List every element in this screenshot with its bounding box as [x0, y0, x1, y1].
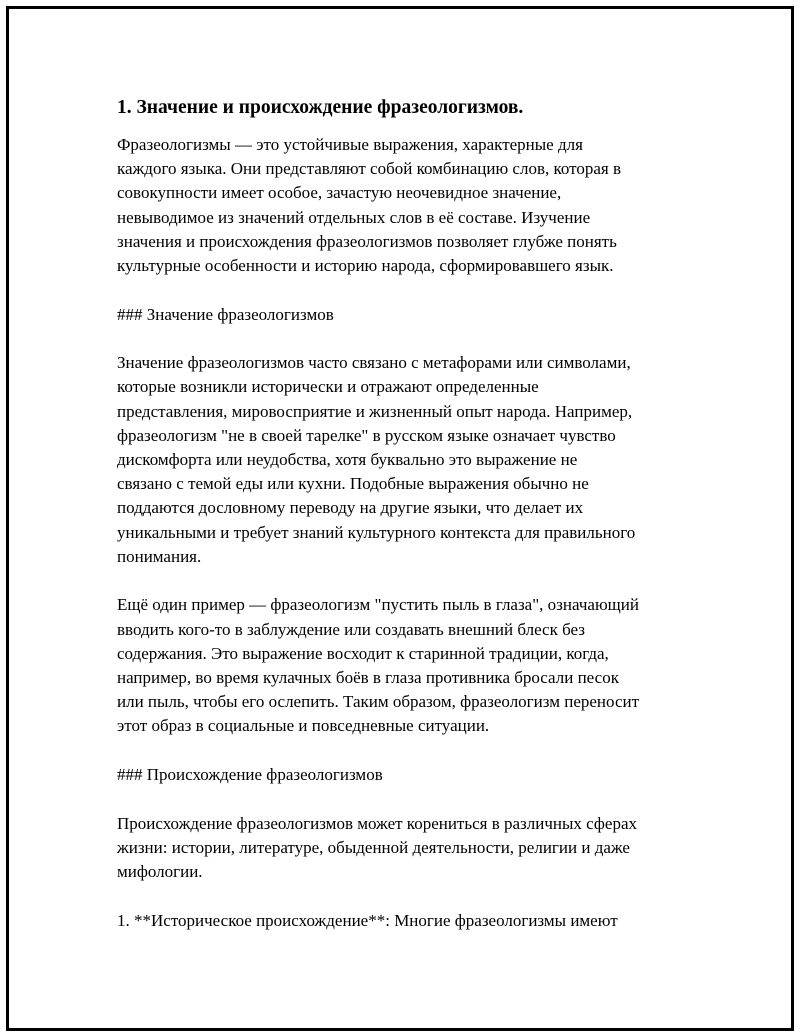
text-line: связано с темой еды или кухни. Подобные выражения обычно не [117, 474, 589, 494]
text-line: значения и происхождения фразеологизмов позволяет глубже понять [117, 231, 617, 251]
text-line: ### Значение фразеологизмов [117, 304, 334, 324]
text-line: совокупности имеет особое, зачастую неочевидное значение, [117, 183, 562, 203]
text-line: Происхождение фразеологизмов может корениться в различных сферах [117, 813, 638, 833]
paragraph-meaning [117, 351, 697, 569]
text-line: вводить кого-то в заблуждение или создавать внешний блеск без [117, 619, 585, 639]
text-line: понимания. [117, 546, 202, 566]
text-line: например, во время кулачных боёв в глаза противника бросали песок [117, 668, 619, 688]
text-line: 1. **Историческое происхождение**: Многие фразеологизмы имеют [117, 910, 618, 930]
text-line: содержания. Это выражение восходит к старинной традиции, когда, [117, 643, 609, 663]
subheading-origin [117, 763, 697, 787]
text-line: невыводимое из значений отдельных слов в её составе. Изучение [117, 207, 591, 227]
text-line: культурные особенности и историю народа, сформировавшего язык. [117, 256, 614, 276]
text-line: мифологии. [117, 862, 203, 882]
text-line: дискомфорта или неудобства, хотя буквально это выражение не [117, 450, 578, 470]
document-title: 1. Значение и происхождение фразеологизмов. [117, 97, 524, 118]
paragraph-origin [117, 812, 697, 885]
text-line: поддаются дословному переводу на другие языки, что делает их [117, 498, 584, 518]
subheading-meaning [117, 303, 697, 327]
text-line: Значение фразеологизмов часто связано с метафорами или символами, [117, 353, 631, 373]
text-line: этот образ в социальные и повседневные ситуации. [117, 716, 490, 736]
paragraph-example [117, 593, 697, 738]
text-line: или пыль, чтобы его ослепить. Таким образом, фразеологизм переносит [117, 692, 640, 712]
text-line: ### Происхождение фразеологизмов [117, 765, 383, 785]
text-line: представления, мировосприятие и жизненный опыт народа. Например, [117, 401, 633, 421]
text-line: жизни: истории, литературе, обыденной деятельности, религии и даже [117, 837, 630, 857]
text-line: Фразеологизмы — это устойчивые выражения, характерные для [117, 135, 583, 154]
list-item-historical [117, 909, 697, 933]
text-line: уникальными и требует знаний культурного контекста для правильного [117, 522, 636, 542]
paragraph-intro [117, 133, 697, 278]
text-line: Ещё один пример — фразеологизм "пустить пыль в глаза", означающий [117, 595, 639, 615]
document-body [117, 96, 697, 957]
text-line: которые возникли исторически и отражают определенные [117, 377, 539, 397]
text-line: каждого языка. Они представляют собой комбинацию слов, которая в [117, 159, 622, 179]
text-line: фразеологизм "не в своей тарелке" в русском языке означает чувство [117, 425, 616, 445]
